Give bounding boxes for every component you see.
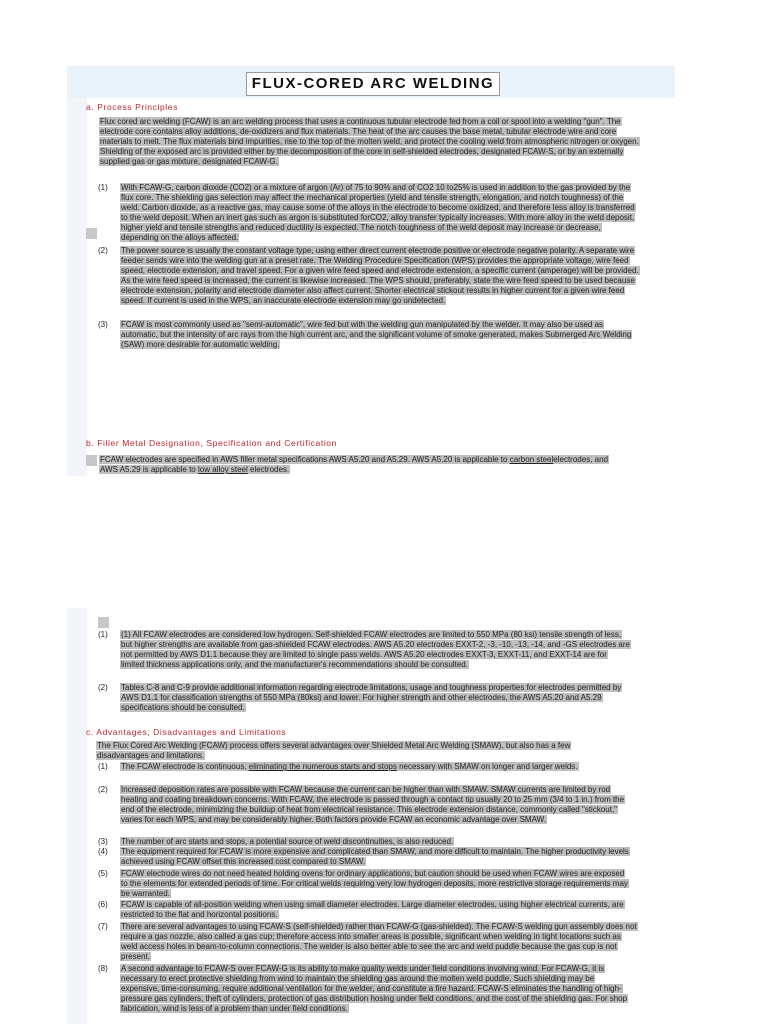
section-c-heading: c. Advantages, Disadvantages and Limitations <box>86 727 287 737</box>
item-number: (4) <box>98 847 108 856</box>
item-text: FCAW electrode wires do not need heated holding ovens for ordinary applications, but caution should be used when FCAW wires are exposed to the elements for extended periods of time. For critical welds requiring very low hydrogen deposits, more restrictive storage requirements may be warranted. <box>121 869 628 898</box>
section-c-item-3 <box>98 837 630 847</box>
section-c-item-6 <box>98 900 630 920</box>
section-b-intro <box>99 455 609 475</box>
section-b-intro-text: FCAW electrodes are specified in AWS filler metal specifications AWS A5.20 and A5.29. AWS A5.20 is applicable to <box>100 455 510 464</box>
item-text: The number of arc starts and stops, a potential source of weld discontinuities, is also reduced. <box>121 837 454 846</box>
item-number: (1) <box>98 183 108 192</box>
item-number: (7) <box>98 922 108 931</box>
section-c-item-8 <box>98 964 630 1020</box>
item-number: (2) <box>98 785 108 794</box>
item-number: (6) <box>98 900 108 909</box>
page-title: FLUX-CORED ARC WELDING <box>246 72 500 96</box>
item-number: (1) <box>98 762 108 771</box>
item-number: (2) <box>98 683 108 692</box>
item-text: With FCAW-G, carbon dioxide (CO2) or a mixture of argon (Ar) of 75 to 90% and of CO2 10 to25% is used in addition to the gas provided by the flux core. The shielding gas selection may affect the mechanical properties (yield and tensile strength, elongation, and notch toughness) of the weld. Carbon dioxide, as a reactive gas, may cause some of the alloys in the electrode to become oxidized, and therefore less alloy is transferred to the weld deposit. When an inert gas such as argon is substituted forCO2, alloy transfer typically increases. With more alloy in the weld deposit, higher yield and tensile strengths and reduced ductility is expected. The notch toughness of the weld deposit may increase or decrease, depending on the alloys affected. <box>121 183 635 242</box>
section-b-intro-text-end: electrodes. <box>247 465 290 474</box>
bullet-marker-icon <box>98 617 109 628</box>
left-margin-band-lower <box>67 608 87 1024</box>
item-text: The power source is usually the constant voltage type, using either direct current electrode positive or electrode negative polarity. A separate wire feeder sends wire into the welding gun at a preset rate. The Welding Procedure Specification (WPS) provides the appropriate voltage, wire feed speed, electrode extension, and travel speed. For a given wire feed speed and electrode extension, a specific current (amperage) will be provided. As the wire feed speed is increased, the current is likewise increased. The WPS should, preferably, state the wire feed speed to be used because electrode extension, polarity and electrode diameter also affect current. Shorter electrical stickout results in higher current for a given wire feed speed. If current is used in the WPS, an inaccurate electrode extension may go undetected. <box>121 246 639 305</box>
section-c-item-1 <box>98 762 630 782</box>
section-a-heading: a. Process Principles <box>86 102 178 112</box>
section-a-intro <box>99 117 639 167</box>
section-b-heading: b. Filler Metal Designation, Specification and Certification <box>86 438 337 448</box>
item-text: FCAW is capable of all-position welding when using small diameter electrodes. Large diameter electrodes, using higher electrical currents, are restricted to the flat and horizontal positions. <box>121 900 624 919</box>
bullet-marker-icon <box>86 455 97 466</box>
item-number: (1) <box>98 630 108 639</box>
eliminating-starts-stops-link[interactable]: eliminating the numerous starts and stops <box>248 762 397 771</box>
carbon-steel-link[interactable]: carbon steel <box>509 455 554 464</box>
item-text: The FCAW electrode is continuous, <box>121 762 249 771</box>
section-a-item-2 <box>98 246 640 316</box>
item-number: (3) <box>98 320 108 329</box>
item-text: Increased deposition rates are possible with FCAW because the current can be higher than with SMAW. SMAW currents are limited by rod heating and coating breakdown concerns. With FCAW, the electrode is passed through a contact tip usually 20 to 25 mm (3/4 to 1 in.) from the end of the electrode, minimizing the buildup of heat from electrical resistance. This electrode extension distance, commonly called "stickout," varies for each WPS, and may be considerably higher. Both factors provide FCAW an economic advantage over SMAW. <box>121 785 625 824</box>
section-c-item-4 <box>98 847 638 867</box>
item-number: (3) <box>98 837 108 846</box>
section-c-intro <box>96 741 606 761</box>
section-a-intro-text: Flux cored arc welding (FCAW) is an arc welding process that uses a continuous tubular electrode fed from a coil or spool into a welding "gun". The electrode core contains alloy additions, de-oxidizers and flux materials. The heat of the arc causes the base metal, tubular electrode wire and core materials to melt. The flux materials bind impurities, rise to the top of the molten weld, and protect the cooling weld from atmospheric nitrogen or oxygen. Shielding of the exposed arc is provided either by the decomposition of the core in self-shielded electrodes, designated FCAW-S, or by an externally supplied gas or gas mixture, designated FCAW-G. <box>100 117 639 166</box>
item-text: Tables C-8 and C-9 provide additional information regarding electrode limitations, usage and toughness properties for electrodes permitted by AWS D1.1 for classification strengths of 550 MPa (80ksi) and lower. For higher strength and other electrodes, the AWS A5.20 and A5.29 specifications should be consulted. <box>121 683 622 712</box>
item-text: The equipment required for FCAW is more expensive and complicated than SMAW, and more difficult to maintain. The higher productivity levels achieved using FCAW offset this increased cost compared to SMAW. <box>121 847 629 866</box>
section-c-item-2 <box>98 785 630 835</box>
item-text: A second advantage to FCAW-S over FCAW-G is its ability to make quality welds under field conditions involving wind. For FCAW-G, it is necessary to erect protective shielding from wind to maintain the shielding gas around the molten weld puddle. Such shielding may be expensive, time-consuming, require additional ventilation for the welder, and constitute a fire hazard. FCAW-S eliminates the handling of high-pressure gas cylinders, theft of cylinders, protection of gas distribution hosing under field conditions, and the cost of the shielding gas. For shop fabrication, wind is less of a problem than under field conditions. <box>121 964 628 1013</box>
item-text: There are several advantages to using FCAW-S (self-shielded) rather than FCAW-G (gas-shielded). The FCAW-S welding gun assembly does not require a gas nozzle, also called a gas cup; therefore access into smaller areas is possible, significant when welding in tight locations such as weld access holes in beam-to-column connections. The welder is also better able to see the arc and weld puddle because the gas cup is not present. <box>121 922 637 961</box>
section-c-item-5 <box>98 869 630 899</box>
item-number: (8) <box>98 964 108 973</box>
section-b-intro-text-mid: electrodes, and AWS A5.29 is applicable to <box>100 455 608 474</box>
section-b-item-1 <box>98 630 630 682</box>
bullet-marker-icon <box>86 228 97 239</box>
item-number: (5) <box>98 869 108 878</box>
item-number: (2) <box>98 246 108 255</box>
low-alloy-steel-link[interactable]: low alloy steel <box>197 465 248 474</box>
section-c-item-7 <box>98 922 638 962</box>
item-text-end: necessary with SMAW on longer and larger welds. <box>396 762 578 771</box>
item-text: (1) All FCAW electrodes are considered low hydrogen. Self-shielded FCAW electrodes are limited to 550 MPa (80 ksi) tensile strength of less, but higher strengths are available from gas-shielded FCAW electrodes. AWS A5.20 electrodes EXXT-2, -3, -10, -13, -14, and -GS electrodes are not permitted by AWS D1.1 because they are limited to single pass welds. AWS A5.20 electrodes EXXT-3, EXXT-11, and EXXT-14 are for limited thickness applications only, and the manufacturer's recommendations should be consulted. <box>121 630 630 669</box>
section-b-item-2 <box>98 683 630 715</box>
section-a-item-3 <box>98 320 640 350</box>
item-text: FCAW is most commonly used as "semi-automatic", wire fed but with the welding gun manipulated by the welder. It may also be used as automatic, but the intensity of arc rays from the high current arc, and the significant volume of smoke generated, makes Submerged Arc Welding (SAW) more desirable for automatic welding. <box>121 320 632 349</box>
section-a-item-1 <box>98 183 640 243</box>
left-margin-band <box>67 98 87 476</box>
section-c-intro-text: The Flux Cored Arc Welding (FCAW) process offers several advantages over Shielded Metal Arc Welding (SMAW), but also has a few disadvantages and limitations. <box>97 741 571 760</box>
